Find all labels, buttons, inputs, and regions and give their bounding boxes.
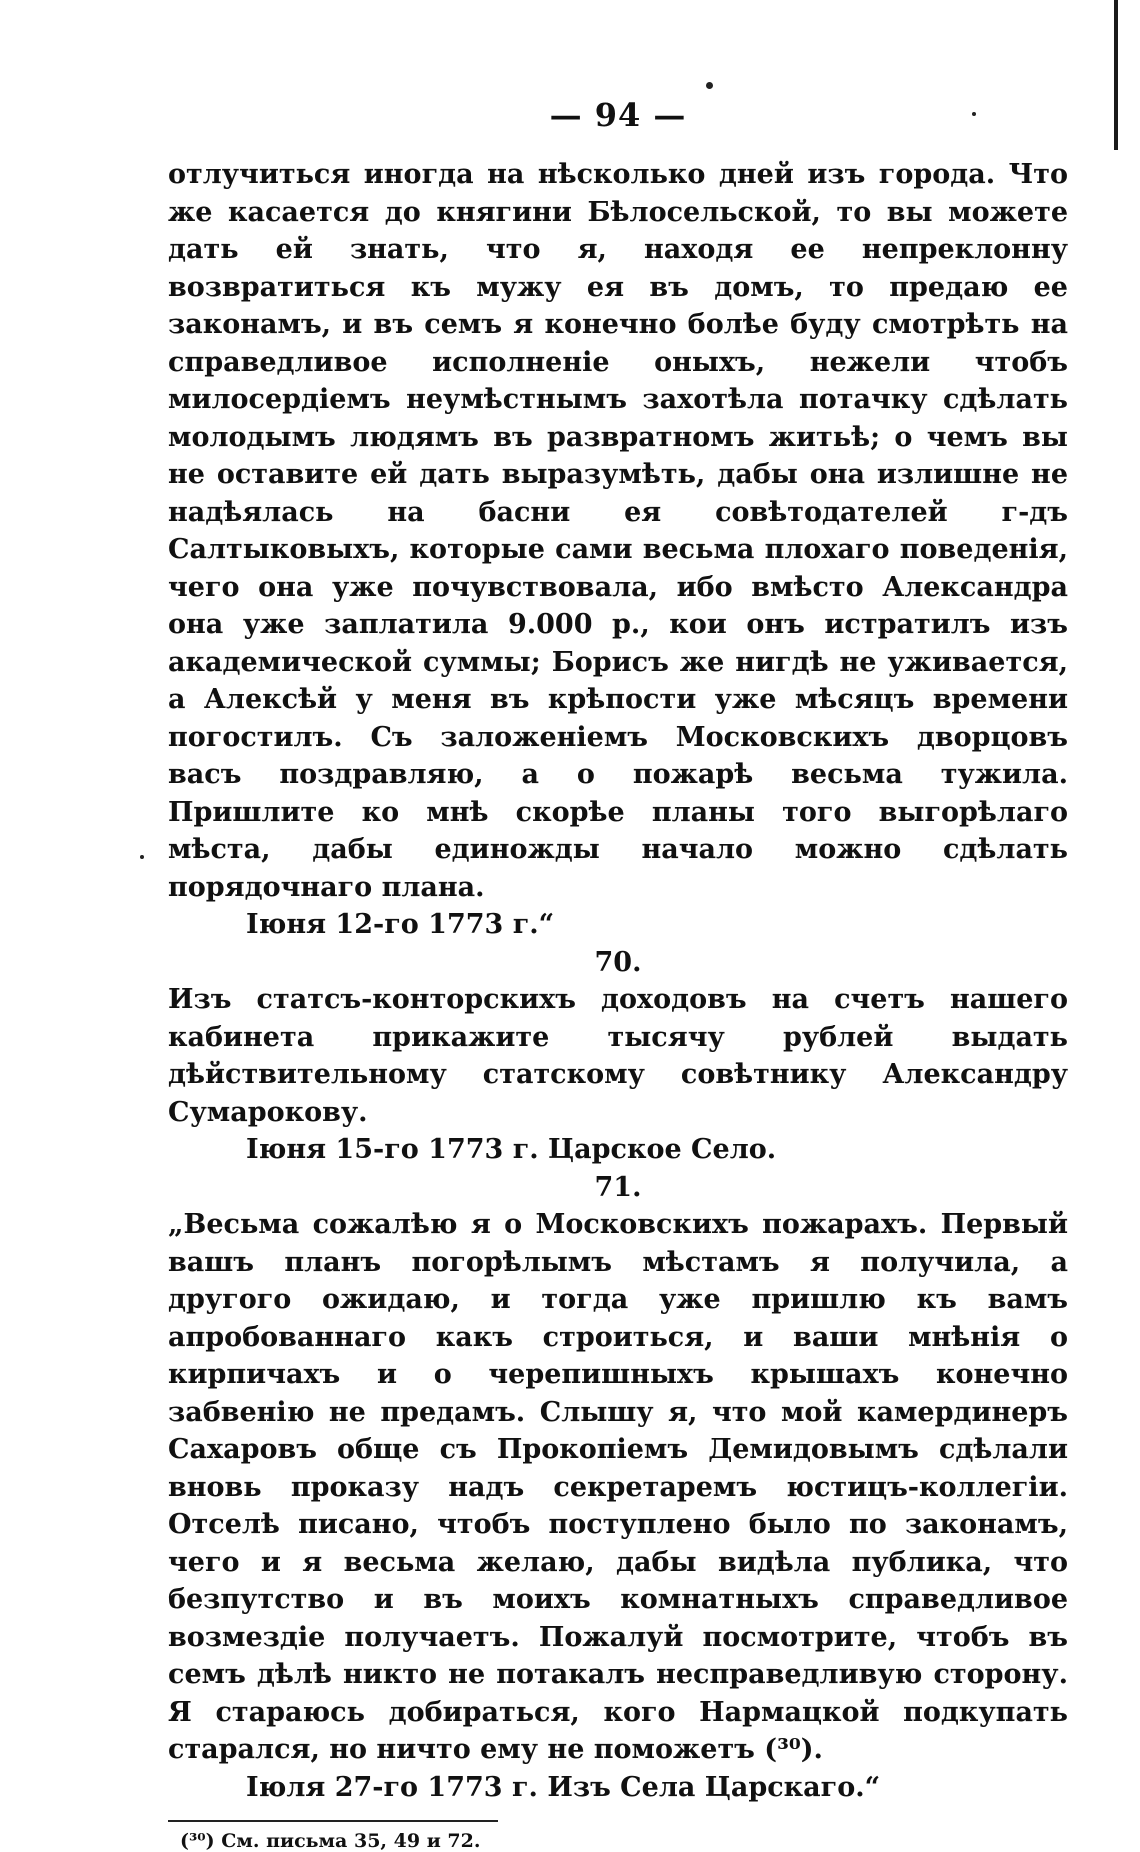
letter-70-text: Изъ статсъ-конторскихъ доходовъ на счетъ нашего кабинета прикажите тысячу рублей выдать дѣйствительному статскому совѣтнику Александру Сумарокову. [168, 984, 1068, 1128]
page-number: — 94 — [549, 96, 687, 134]
speck [140, 855, 144, 859]
book-page [168, 96, 1068, 1852]
letter-71-date: Іюля 27-го 1773 г. Изъ Села Царскаго.“ [246, 1771, 881, 1803]
speck [706, 82, 713, 89]
page-edge-line [1114, 0, 1118, 150]
letter-continuation-date: Іюня 12-го 1773 г.“ [246, 909, 555, 940]
letter-70-number: 70. [594, 946, 642, 978]
letter-71-number: 71. [594, 1171, 642, 1203]
footnote: (³⁰) См. письма 35, 49 и 72. [180, 1830, 481, 1852]
letter-71-text: „Весьма сожалѣю я о Московскихъ пожарахъ. Первый вашъ планъ погорѣлымъ мѣстамъ я получила, а другого ожидаю, и тогда уже пришлю къ вамъ апробованнаго какъ строиться, и ваши мнѣнія о кирпичахъ и о черепишныхъ крышахъ конечно забвенію не предамъ. Слышу я, что мой камердинеръ Сахаровъ обще съ Прокопіемъ Демидовымъ сдѣлали вновь проказу надъ секретаремъ юстицъ-коллегіи. Отселѣ писано, чтобъ поступлено было по законамъ, чего и я весьма желаю, дабы видѣла публика, что безпутство и въ моихъ комнатныхъ справедливое возмездіе получаетъ. Пожалуй посмотрите, чтобъ въ семъ дѣлѣ никто не потакалъ несправедливую сторону. Я стараюсь добираться, кого Нармацкой подкупать старался, но ничто ему не поможетъ (³⁰). [168, 1209, 1068, 1765]
letter-70-date: Іюня 15-го 1773 г. Царское Село. [246, 1134, 777, 1165]
letter-continuation-text: отлучиться иногда на нѣсколько дней изъ города. Что же касается до княгини Бѣлосельской, то вы можете дать ей знать, что я, находя ее непреклонну возвратиться къ мужу ея въ домъ, то предаю ее законамъ, и въ семъ я конечно болѣе буду смотрѣть на справедливое исполненіе оныхъ, нежели чтобъ милосердіемъ неумѣстнымъ захотѣла потачку сдѣлать молодымъ людямъ въ развратномъ житьѣ; о чемъ вы не оставите ей дать выразумѣть, дабы она излишне не надѣялась на басни ея совѣтодателей г-дъ Салтыковыхъ, которые сами весьма плохаго поведенія, чего она уже почувствовала, ибо вмѣсто Александра она уже заплатила 9.000 р., кои онъ истратилъ изъ академической суммы; Борисъ же нигдѣ не уживается, а Алексѣй у меня въ крѣпости уже мѣсяцъ времени погостилъ. Съ заложеніемъ Московскихъ дворцовъ васъ поздравляю, а о пожарѣ весьма тужила. Пришлите ко мнѣ скорѣе планы того выгорѣлаго мѣста, дабы единожды начало можно сдѣлать порядочнаго плана. [168, 159, 1068, 903]
footnote-divider [168, 1820, 498, 1822]
